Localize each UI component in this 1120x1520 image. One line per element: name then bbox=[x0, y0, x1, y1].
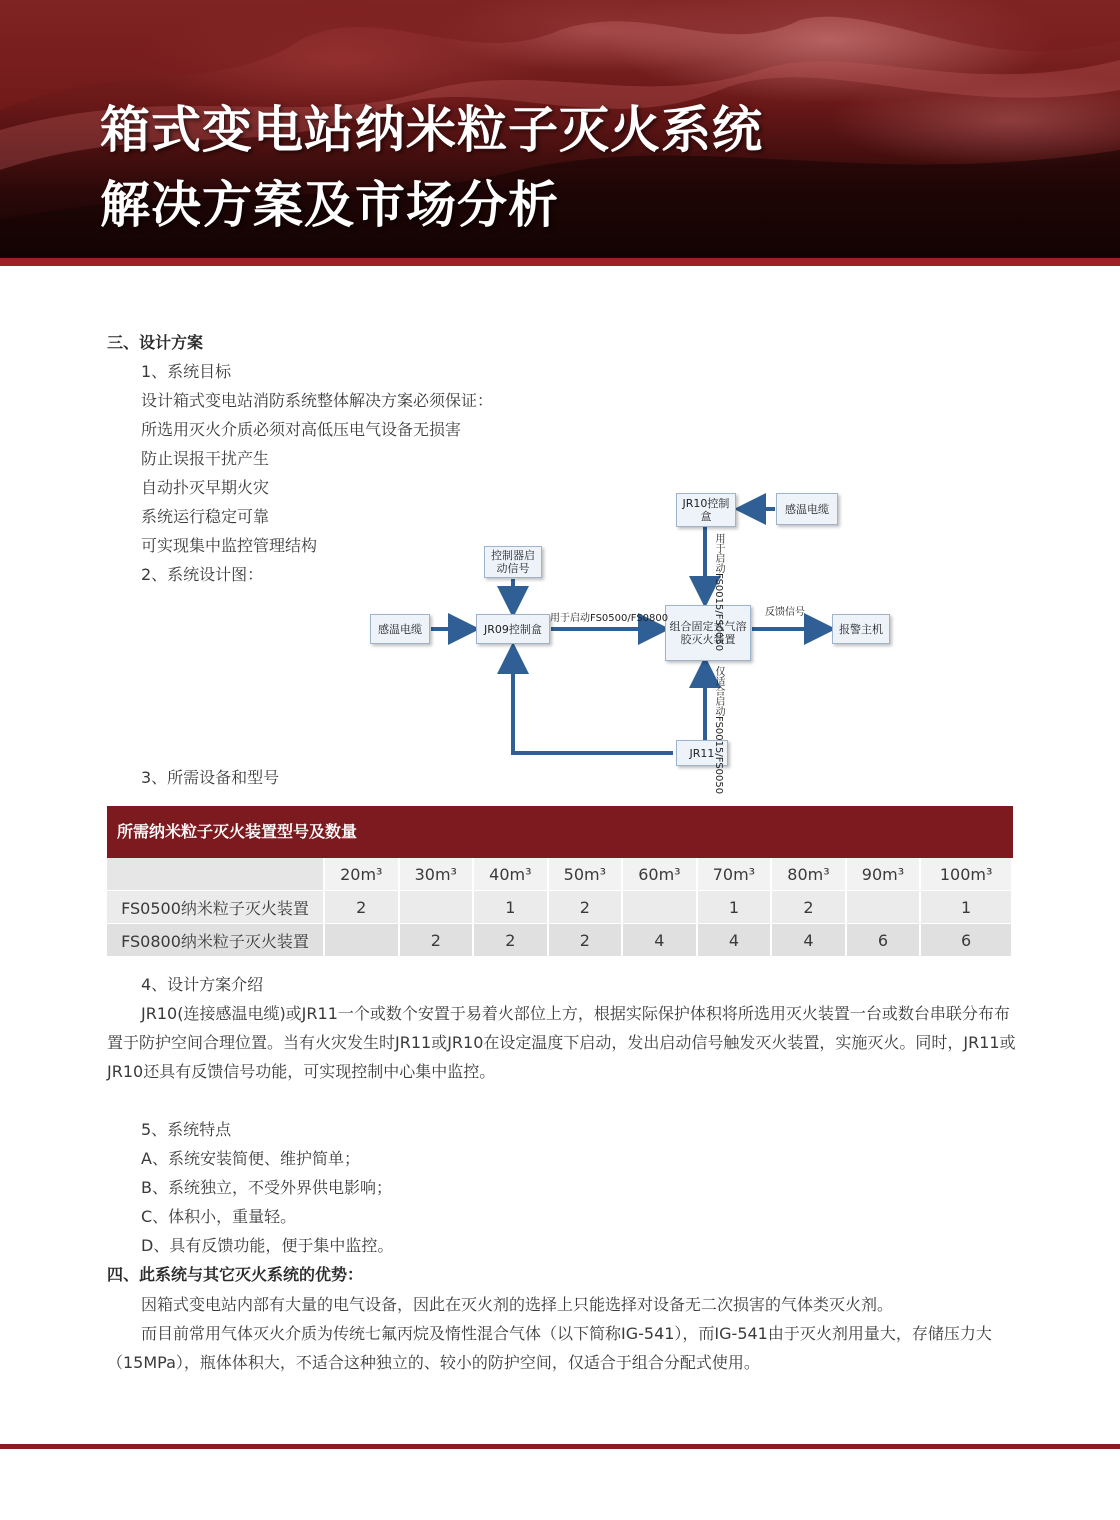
controller-signal-box: 控制器启动信号 bbox=[484, 546, 542, 578]
column-header: 20m³ bbox=[324, 858, 399, 891]
feedback-signal-label: 反馈信号 bbox=[765, 607, 805, 618]
top-start-label: 用于启动FS0015/FS0050 bbox=[713, 533, 724, 652]
goal-heading: 1、系统目标 bbox=[141, 362, 232, 381]
table-cell: 6 bbox=[920, 924, 1012, 957]
advantage-paragraph-1 bbox=[107, 1290, 1017, 1319]
table-cell: 2 bbox=[548, 924, 623, 957]
intro-paragraph bbox=[107, 999, 1017, 1086]
alarm-host-box: 报警主机 bbox=[832, 614, 890, 644]
table-cell bbox=[846, 891, 921, 924]
goal-item: 系统运行稳定可靠 bbox=[141, 507, 270, 526]
table-cell: 6 bbox=[846, 924, 921, 957]
footer-divider bbox=[0, 1444, 1120, 1449]
feature-item: D、具有反馈功能，便于集中监控。 bbox=[141, 1236, 394, 1255]
sensor-cable-left-box: 感温电缆 bbox=[370, 614, 430, 644]
table-cell: 4 bbox=[771, 924, 846, 957]
advantage-paragraph-2 bbox=[107, 1319, 1017, 1377]
row-label: FS0800纳米粒子灭火装置 bbox=[107, 924, 324, 957]
section4-heading: 四、此系统与其它灭火系统的优势： bbox=[107, 1265, 364, 1284]
column-header: 30m³ bbox=[399, 858, 474, 891]
column-header: 90m³ bbox=[846, 858, 921, 891]
table-cell: 2 bbox=[548, 891, 623, 924]
table-cell bbox=[399, 891, 474, 924]
section3-heading: 三、设计方案 bbox=[107, 333, 204, 352]
feature-item: C、体积小，重量轻。 bbox=[141, 1207, 297, 1226]
table-header-row bbox=[107, 858, 1012, 891]
table-row bbox=[107, 891, 1012, 924]
column-header: 70m³ bbox=[697, 858, 772, 891]
bottom-start-label: 仅适合启动FS0015/FS0050 bbox=[713, 666, 724, 795]
goal-item: 可实现集中监控管理结构 bbox=[141, 536, 318, 555]
table-cell bbox=[622, 891, 697, 924]
table-cell: 2 bbox=[771, 891, 846, 924]
table-cell: 2 bbox=[399, 924, 474, 957]
table-row bbox=[107, 924, 1012, 957]
page-title-line1: 箱式变电站纳米粒子灭火系统 bbox=[100, 101, 763, 159]
goal-item: 所选用灭火介质必须对高低压电气设备无损害 bbox=[141, 420, 462, 439]
page-title-line2: 解决方案及市场分析 bbox=[100, 176, 559, 234]
header-banner bbox=[0, 0, 1120, 258]
table-cell: 1 bbox=[473, 891, 548, 924]
goal-intro: 设计箱式变电站消防系统整体解决方案必须保证： bbox=[141, 391, 494, 410]
table-cell: 4 bbox=[697, 924, 772, 957]
diagram-connectors bbox=[360, 488, 900, 778]
table-cell: 1 bbox=[697, 891, 772, 924]
banner-divider bbox=[0, 258, 1120, 266]
feature-item: B、系统独立，不受外界供电影响； bbox=[141, 1178, 392, 1197]
advantage-text-2: 而目前常用气体灭火介质为传统七氟丙烷及惰性混合气体（以下简称IG-541），而IG-541由于灭火剂用量大，存储压力大（15MPa），瓶体体积大，不适合这种独立的、较小的防护空间，仅适合于组合分配式使用。 bbox=[107, 1324, 992, 1372]
jr10-box: JR10控制盒 bbox=[676, 493, 736, 527]
sensor-cable-top-box: 感温电缆 bbox=[776, 493, 838, 525]
intro-text: JR10(连接感温电缆)或JR11一个或数个安置于易着火部位上方，根据实际保护体积将所选用灭火装置一台或数台串联分布布置于防护空间合理位置。当有火灾发生时JR11或JR10在设定温度下启动，发出启动信号触发灭火装置，实施灭火。同时，JR11或JR10还具有反馈信号功能，可实现控制中心集中监控。 bbox=[107, 1004, 1016, 1081]
table-cell: 4 bbox=[622, 924, 697, 957]
row-label: FS0500纳米粒子灭火装置 bbox=[107, 891, 324, 924]
features-heading: 5、系统特点 bbox=[141, 1120, 232, 1139]
fs0500-start-label: 用于启动FS0500/FS0800 bbox=[550, 613, 669, 624]
column-header: 100m³ bbox=[920, 858, 1012, 891]
system-diagram bbox=[360, 488, 900, 795]
diagram-heading: 2、系统设计图： bbox=[141, 565, 264, 584]
column-header: 40m³ bbox=[473, 858, 548, 891]
table-corner-cell bbox=[107, 858, 324, 891]
table-cell bbox=[324, 924, 399, 957]
jr09-box: JR09控制盒 bbox=[476, 614, 550, 644]
equipment-heading: 3、所需设备和型号 bbox=[141, 768, 280, 787]
table-cell: 2 bbox=[324, 891, 399, 924]
aerosol-device-box: 组合固定式气溶胶灭火装置 bbox=[665, 605, 751, 661]
column-header: 60m³ bbox=[622, 858, 697, 891]
column-header: 50m³ bbox=[548, 858, 623, 891]
table-cell: 1 bbox=[920, 891, 1012, 924]
goal-item: 防止误报干扰产生 bbox=[141, 449, 270, 468]
feature-item: A、系统安装简便、维护简单； bbox=[141, 1149, 360, 1168]
jr11-box: JR11 bbox=[676, 740, 728, 766]
table-cell: 2 bbox=[473, 924, 548, 957]
intro-heading: 4、设计方案介绍 bbox=[141, 975, 264, 994]
column-header: 80m³ bbox=[771, 858, 846, 891]
models-table bbox=[107, 858, 1013, 957]
advantage-text-1: 因箱式变电站内部有大量的电气设备，因此在灭火剂的选择上只能选择对设备无二次损害的气体类灭火剂。 bbox=[141, 1295, 894, 1314]
goal-item: 自动扑灭早期火灾 bbox=[141, 478, 270, 497]
table-title: 所需纳米粒子灭火装置型号及数量 bbox=[107, 806, 1013, 858]
